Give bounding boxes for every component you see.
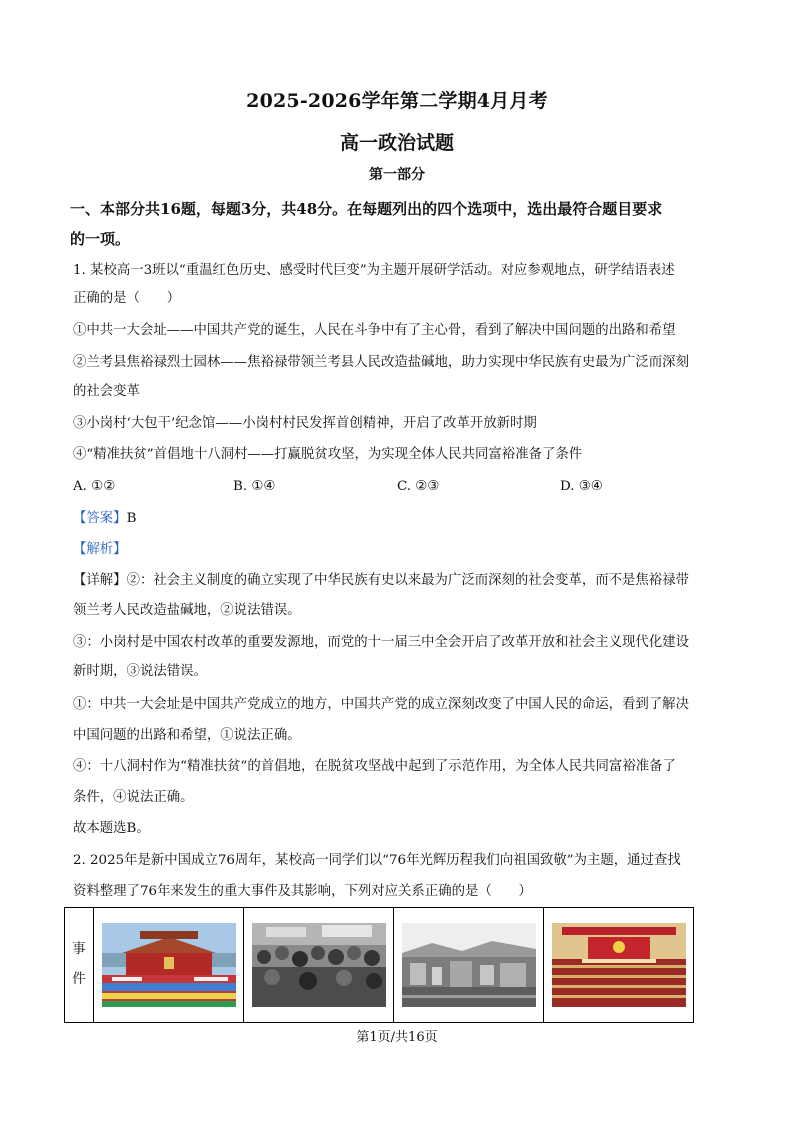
- exam-subtitle: 高一政治试题: [339, 132, 454, 154]
- q1-item-3: ③小岗村‘大包干’纪念馆——小岗村村民发挥首创精神，开启了改革开放新时期: [73, 416, 537, 431]
- section-heading-line2: 的一项。: [70, 230, 131, 248]
- detail-1-text: ②：社会主义制度的确立实现了中华民族有史以来最为广泛而深刻的社会变革，而不是焦裕禄带: [126, 573, 689, 588]
- q1-item-1: ①中共一大会址——中国共产党的诞生，人民在斗争中有了主心骨，看到了解决中国问题的出路和希望: [73, 323, 676, 338]
- q1-detail-4-line1: ④：十八洞村作为“精准扶贫”的首倡地，在脱贫攻坚战中起到了示范作用，为全体人民共同富裕准备了: [73, 759, 676, 774]
- event-cell-4: [544, 908, 694, 1023]
- event-cell-3: [394, 908, 544, 1023]
- q1-detail-1-line1: [73, 572, 729, 590]
- q1-detail-2-line2: 新时期，③说法错误。: [73, 664, 207, 679]
- crowd-historical-photo: [252, 923, 386, 1007]
- q1-answer: [73, 510, 729, 528]
- q1-detail-3-line2: 中国问题的出路和希望，①说法正确。: [73, 728, 301, 743]
- q2-stem-line2: 资料整理了76年来发生的重大事件及其影响，下列对应关系正确的是（ ）: [73, 884, 532, 899]
- exam-title: 2025-2026学年第二学期4月月考: [246, 90, 548, 112]
- events-row: [65, 908, 694, 1023]
- tiananmen-ceremony-photo: [102, 923, 236, 1007]
- section-heading-line1: 一、本部分共16题，每题3分，共48分。在每题列出的四个选项中，选出最符合题目要求: [70, 200, 663, 218]
- q1-item-2-line2: 的社会变革: [73, 384, 140, 399]
- q1-item-2-line1: ②兰考县焦裕禄烈士园林——焦裕禄带领兰考县人民改造盐碱地，助力实现中华民族有史最为广泛而深刻: [73, 355, 689, 370]
- q1-option-a: A. ①②: [73, 479, 116, 494]
- row-label-char-2: 件: [72, 972, 86, 987]
- part-heading: 第一部分: [369, 167, 425, 183]
- q1-conclusion: 故本题选B。: [73, 821, 150, 836]
- answer-value: B: [126, 511, 137, 526]
- q1-detail-1-line2: 领兰考人民改造盐碱地，②说法错误。: [73, 603, 301, 618]
- row-label-char-1: 事: [72, 942, 86, 957]
- q1-option-d: D. ③④: [560, 479, 603, 494]
- events-table: [64, 907, 694, 1023]
- q1-detail-4-line2: 条件，④说法正确。: [73, 790, 194, 805]
- q1-analysis: [73, 541, 729, 559]
- q1-option-b: B. ①④: [233, 479, 276, 494]
- q1-detail-3-line1: ①：中共一大会址是中国共产党成立的地方，中国共产党的成立深刻改变了中国人民的命运，看到了解决: [73, 697, 689, 712]
- q2-stem-line1: 2. 2025年是新中国成立76周年，某校高一同学们以“76年光辉历程我们向祖国致敬”为主题，通过查找: [73, 853, 681, 868]
- detail-tag: 【详解】: [73, 573, 127, 588]
- answer-tag: 【答案】: [73, 511, 127, 526]
- analysis-tag: 【解析】: [73, 542, 127, 557]
- events-row-label: [65, 908, 94, 1023]
- event-cell-1: [94, 908, 244, 1023]
- q1-item-4: ④“精准扶贫”首倡地十八洞村——打赢脱贫攻坚，为实现全体人民共同富裕准备了条件: [73, 447, 583, 462]
- event-cell-2: [244, 908, 394, 1023]
- congress-hall-photo: [552, 923, 686, 1007]
- q1-detail-2-line1: ③：小岗村是中国农村改革的重要发源地，而党的十一届三中全会开启了改革开放和社会主义现代化建设: [73, 635, 689, 650]
- section-heading: [70, 194, 730, 254]
- page-footer: 第1页/共16页: [356, 1030, 438, 1045]
- q1-stem-line2: 正确的是（ ）: [73, 291, 181, 306]
- q1-option-c: C. ②③: [397, 479, 440, 494]
- q1-stem-line1: 1. 某校高一3班以“重温红色历史、感受时代巨变”为主题开展研学活动。对应参观地点，研学结语表述: [73, 263, 675, 278]
- city-development-photo: [402, 923, 536, 1007]
